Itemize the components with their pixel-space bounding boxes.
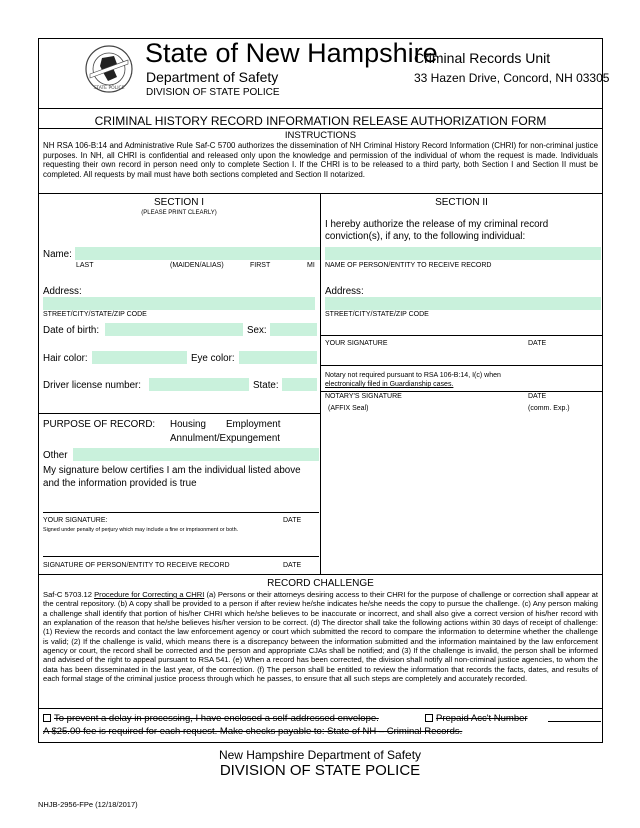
- name-label: Name:: [43, 249, 72, 260]
- prepaid-line: [425, 713, 528, 724]
- unit-address: 33 Hazen Drive, Concord, NH 03305: [414, 71, 610, 85]
- division-title: DIVISION OF STATE POLICE: [146, 87, 280, 98]
- other-label: Other: [43, 450, 68, 461]
- prepaid-text: Prepaid Acc't Number: [436, 713, 528, 724]
- section2-date-label: DATE: [528, 340, 547, 347]
- instructions-text: NH RSA 106-B:14 and Administrative Rule Saf-C 5700 authorizes the dissemination of NH Criminal History Record Information (CHRI) for non-criminal justice purposes. In NH, all CHRI is confidential and released only upon the knowledge and permission of the individual of whom the request is made. Individuals requesting their own record in person need only to complete Section I. If the CHRI is to be released to a third party, both Section I and Section II must be completed. All requests by mail must have both sections completed and Section II notarized.: [43, 141, 598, 179]
- name-maiden-label: (MAIDEN/ALIAS): [170, 262, 224, 269]
- name-first-label: FIRST: [250, 262, 271, 269]
- affix-seal-label: (AFFIX Seal): [328, 405, 369, 412]
- name-last-label: LAST: [76, 262, 94, 269]
- receiver-address-input[interactable]: [325, 297, 601, 310]
- address-sub-label: STREET/CITY/STATE/ZIP CODE: [43, 311, 147, 318]
- dob-label: Date of birth:: [43, 325, 100, 336]
- eye-label: Eye color:: [191, 353, 235, 364]
- receiver-address-sub: STREET/CITY/STATE/ZIP CODE: [325, 311, 429, 318]
- rule-number: Saf-C 5703.12: [43, 590, 92, 599]
- envelope-checkbox[interactable]: [43, 714, 51, 722]
- your-signature-date-label: DATE: [283, 517, 302, 524]
- license-label: Driver license number:: [43, 380, 142, 391]
- address-input[interactable]: [43, 297, 315, 310]
- hair-input[interactable]: [92, 351, 187, 364]
- prepaid-checkbox[interactable]: [425, 714, 433, 722]
- receiver-name-label: NAME OF PERSON/ENTITY TO RECEIVE RECORD: [325, 262, 492, 269]
- address-label: Address:: [43, 286, 82, 297]
- name-input[interactable]: [75, 247, 320, 260]
- name-mi-label: MI: [307, 262, 315, 269]
- hair-label: Hair color:: [43, 353, 88, 364]
- license-state-input[interactable]: [282, 378, 317, 391]
- notary-signature-label: NOTARY'S SIGNATURE: [325, 393, 402, 400]
- fee-line: A $25.00 fee is required for each request. Make checks payable to: State of NH – Criminal Records.: [43, 726, 463, 737]
- sex-input[interactable]: [270, 323, 317, 336]
- form-number: NHJB-2956-FPe (12/18/2017): [38, 800, 138, 809]
- department-title: Department of Safety: [146, 69, 279, 85]
- certify-text: My signature below certifies I am the individual listed above and the information provided is true: [43, 465, 301, 489]
- purpose-annulment[interactable]: Annulment/Expungement: [170, 433, 281, 444]
- section2-heading: SECTION II: [435, 197, 488, 208]
- record-challenge-text: [43, 590, 598, 683]
- rule-title: Procedure for Correcting a CHRI: [94, 590, 205, 599]
- notary-note-1: Notary not required pursuant to RSA 106-B:14, I(c) when: [325, 372, 501, 379]
- receiver-name-input[interactable]: [325, 247, 601, 260]
- purpose-label: PURPOSE OF RECORD:: [43, 419, 156, 430]
- notary-date-label: DATE: [528, 393, 547, 400]
- purpose-housing[interactable]: Housing: [170, 419, 206, 430]
- notary-note-2: electronically filed in Guardianship cases.: [325, 381, 454, 388]
- license-state-label: State:: [253, 380, 279, 391]
- record-challenge-heading: RECORD CHALLENGE: [267, 578, 374, 589]
- receive-signature-label: SIGNATURE OF PERSON/ENTITY TO RECEIVE RECORD: [43, 562, 230, 569]
- envelope-line: [43, 713, 379, 724]
- bottom-division: DIVISION OF STATE POLICE: [219, 762, 421, 779]
- form-title: CRIMINAL HISTORY RECORD INFORMATION RELEASE AUTHORIZATION FORM: [94, 114, 547, 128]
- section2-signature-label: YOUR SIGNATURE: [325, 340, 388, 347]
- eye-input[interactable]: [239, 351, 317, 364]
- receive-date-label: DATE: [283, 562, 302, 569]
- perjury-note: Signed under penalty of perjury which may include a fine or imprisonment or both.: [43, 527, 239, 533]
- state-title: State of New Hampshire: [145, 38, 438, 68]
- receiver-address-label: Address:: [325, 286, 364, 297]
- state-police-seal-icon: [84, 44, 134, 94]
- authorize-text: I hereby authorize the release of my criminal record conviction(s), if any, to the following individual:: [325, 219, 549, 242]
- comm-exp-label: (comm. Exp.): [528, 405, 570, 412]
- dob-input[interactable]: [105, 323, 243, 336]
- unit-title: Criminal Records Unit: [414, 50, 551, 66]
- bottom-dept: New Hampshire Department of Safety: [218, 748, 422, 762]
- other-input[interactable]: [73, 448, 319, 461]
- your-signature-label: YOUR SIGNATURE:: [43, 517, 108, 524]
- section1-heading: SECTION I: [153, 197, 204, 208]
- seal-text: STATE POLICE: [93, 86, 125, 91]
- purpose-employment[interactable]: Employment: [226, 419, 281, 430]
- license-input[interactable]: [149, 378, 249, 391]
- sex-label: Sex:: [247, 325, 267, 336]
- envelope-text: To prevent a delay in processing, I have enclosed a self-addressed envelope.: [54, 713, 379, 724]
- instructions-heading: INSTRUCTIONS: [284, 130, 357, 141]
- rule-body: (a) Persons or their attorneys desiring access to their CHRI for the purpose of challenge or correction shall appear at the central repository. (b) A copy shall be provided to a person if after review he/she indicates he/she needs the copy to pursue the challenge. (c) Any person making a challenge shall identify that portion of his/her CHRI which he/she believes to be inaccurate or incorrect, and shall also give a correct version of his/her record with an explanation of the reason that he/she believes his/her version to be correct. (d) The director shall take the following actions within 30 days of receipt of challenge: (1) Review the records and contact the law enforcement agency or court which submitted the record to compare the information to determine whether the challenge is valid; (2) If the challenge is valid, which means there is a discrepancy between the information submitted and the information maintained by the law enforcement agency or court, the record shall be corrected and the person and appropriate CJAs shall be notified; and (3) If the challenge is invalid, the person shall be informed and advised of the right to appeal pursuant to RSA 541. (e) When a record has been corrected, the division shall notify all non-criminal justice agencies, to whom the data has been disseminated in the last year, of the correction. (f) The person shall be entitled to review the information that records the facts, dates, and results of each formal stage of the criminal justice process through which he passes, to ensure that all such steps are completely and accurately recorded.: [43, 590, 598, 684]
- section1-note: (PLEASE PRINT CLEARLY): [141, 210, 217, 216]
